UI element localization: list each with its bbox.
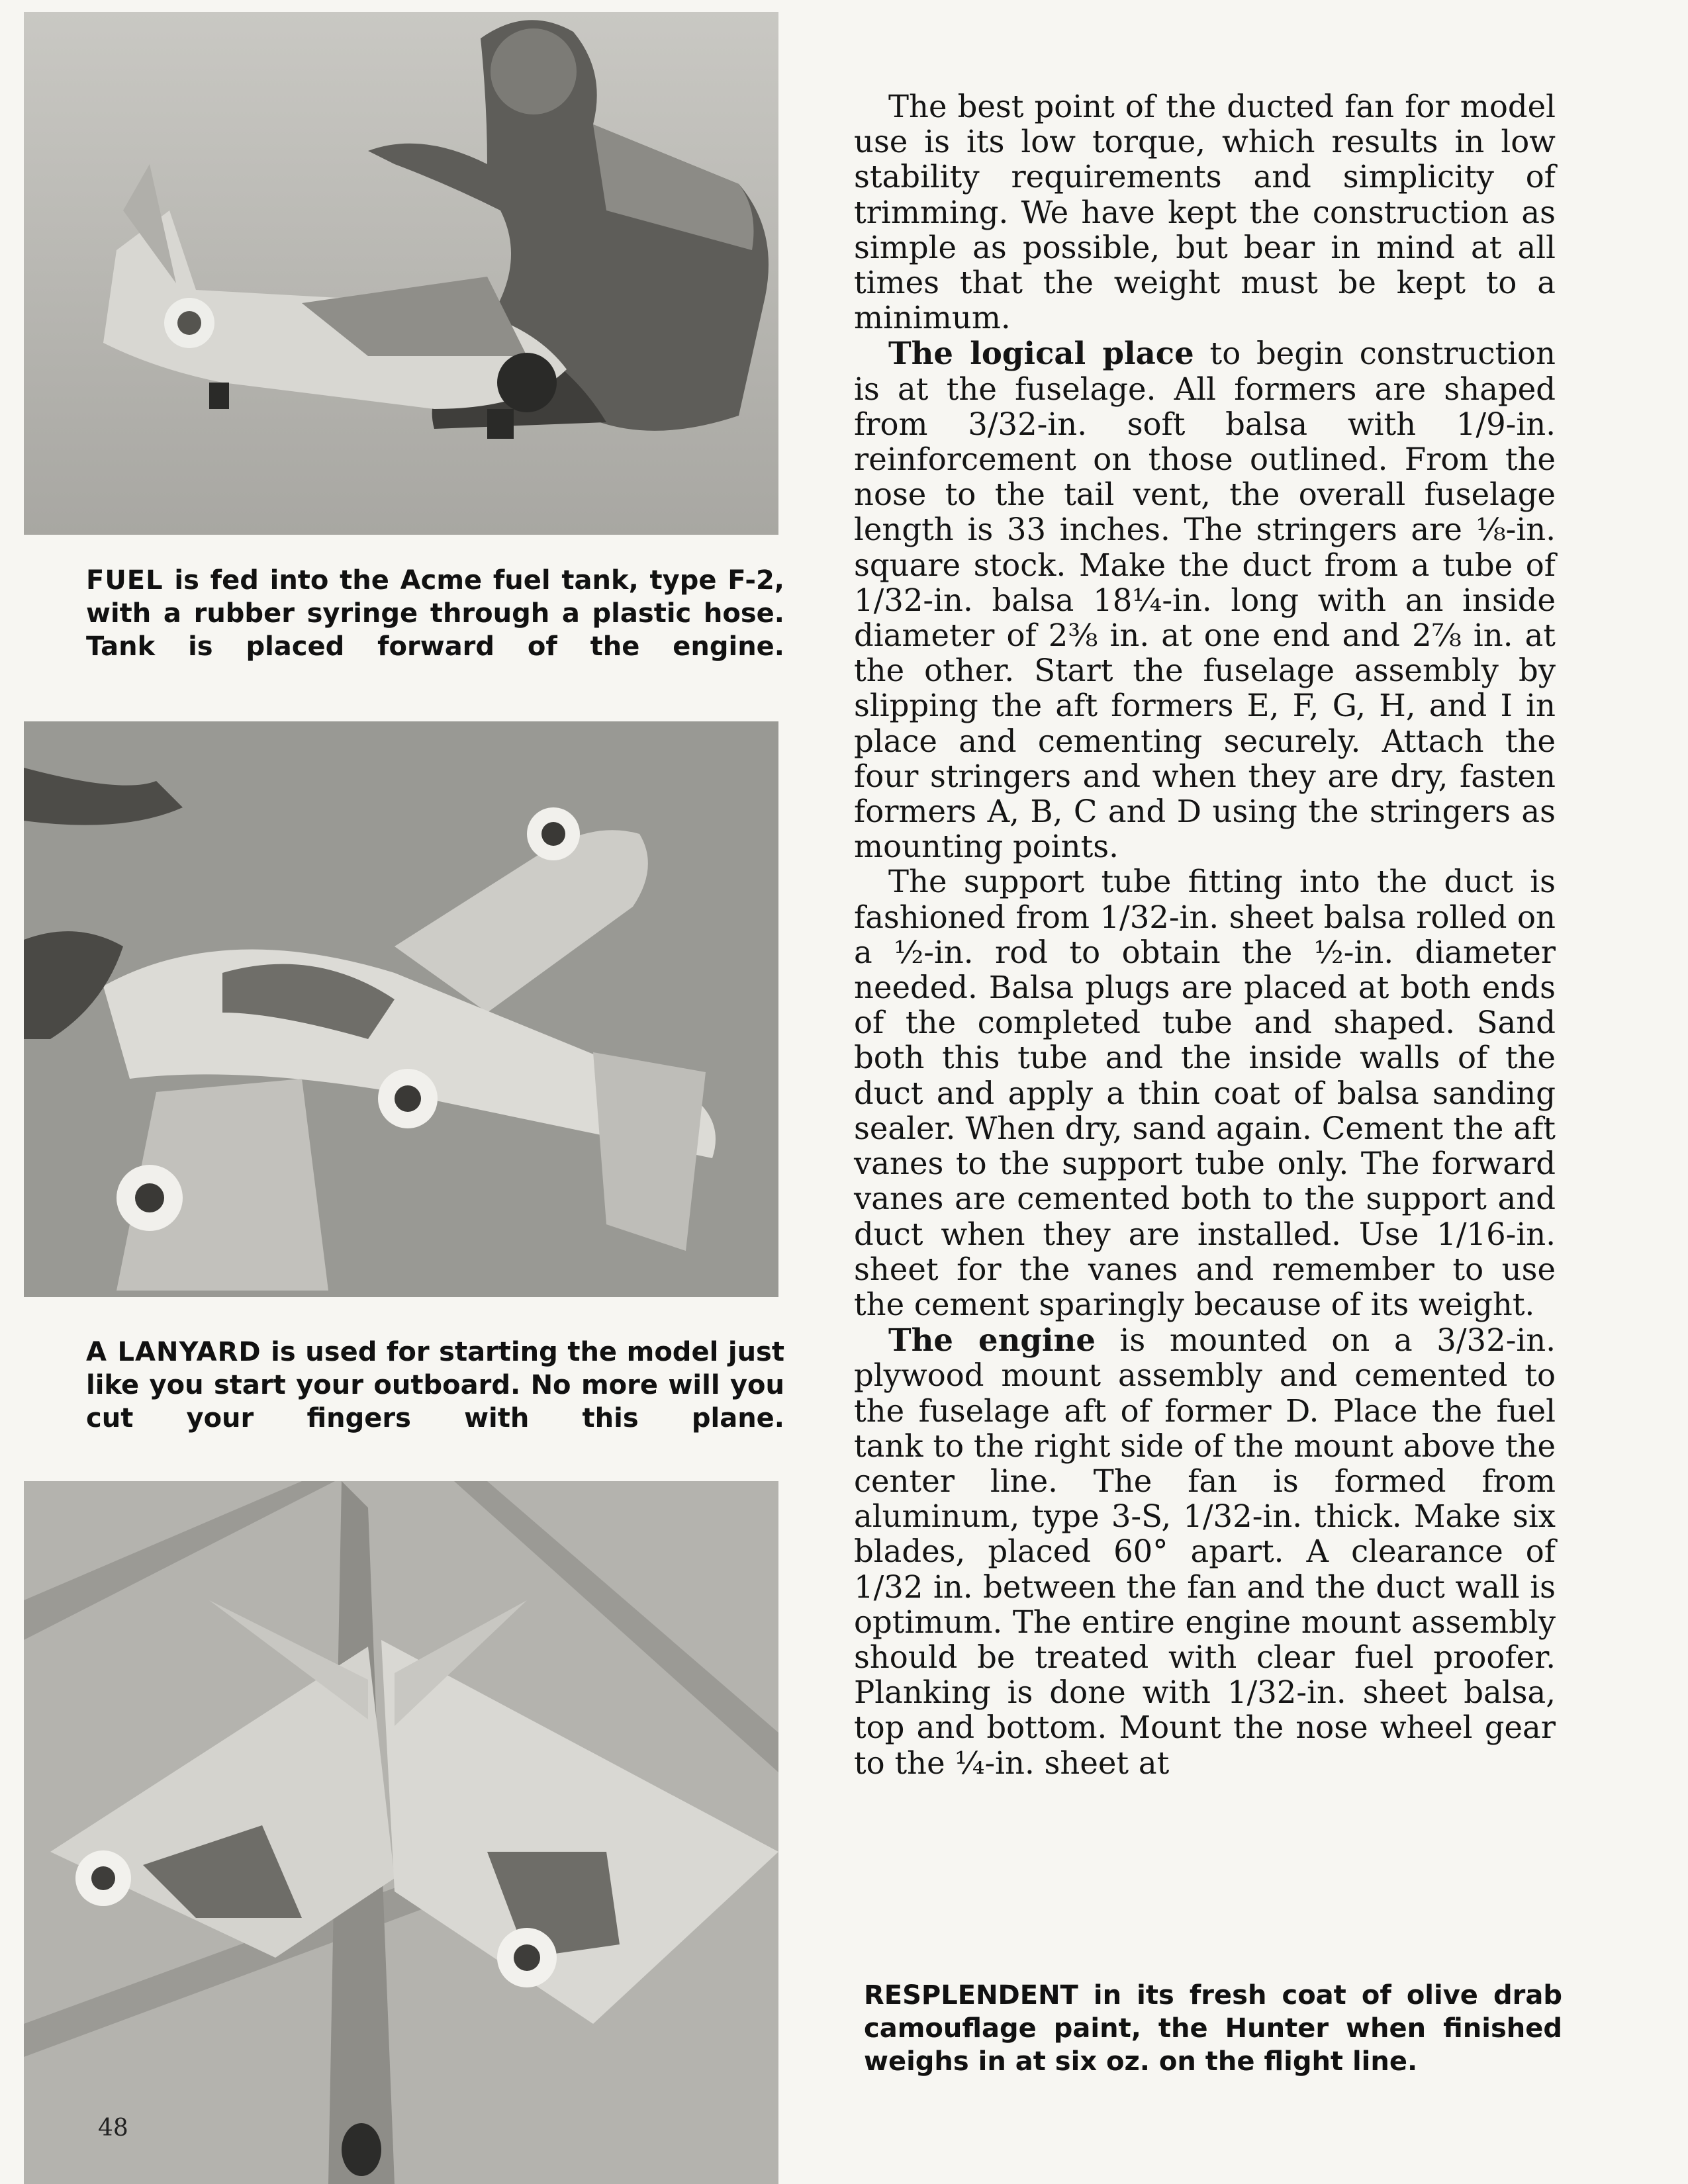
- caption-lead: RESPLENDENT: [864, 1980, 1078, 2011]
- paragraph-lead: The logical place: [888, 335, 1194, 372]
- caption-lead: A LANYARD: [86, 1337, 261, 1367]
- fuel-photo: [24, 12, 778, 535]
- article-body: [854, 89, 1556, 1781]
- article-paragraph: [854, 1322, 1556, 1781]
- caption-lead: FUEL: [86, 565, 164, 596]
- caption-text: in its fresh coat of olive drab camouflage paint, the Hunter when finished weighs in at six oz. on the flight line.: [864, 1980, 1562, 2077]
- article-paragraph: The support tube fitting into the duct is fashioned from 1/32-in. sheet balsa rolled on a ½-in. rod to obtain the ½-in. diameter needed. Balsa plugs are placed at both ends of the completed tube and shaped. Sand both this tube and the inside walls of the duct and apply a thin coat of balsa sanding sealer. When dry, sand again. Cement the aft vanes to the support tube only. The forward vanes are cemented both to the support and duct when they are installed. Use 1/16-in. sheet for the vanes and remember to use the cement sparingly because of its weight.: [854, 864, 1556, 1322]
- resplendent-caption: [864, 1979, 1562, 2078]
- fuel-caption: [86, 564, 784, 663]
- page-number: 48: [98, 2115, 128, 2142]
- paragraph-lead: The engine: [888, 1322, 1096, 1359]
- paragraph-text: to begin construction is at the fuselage. All formers are shaped from 3/32-in. soft balsa with 1/9-in. reinforcement on those outlined. From the nose to the tail vent, the overall fuselage length is 33 inches. The stringers are ⅛-in. square stock. Make the duct from a tube of 1/32-in. balsa 18¼-in. long with an inside diameter of 2⅜ in. at one end and 2⅞ in. at the other. Start the fuselage assembly by slipping the aft formers E, F, G, H, and I in place and cementing securely. Attach the four stringers and when they are dry, fasten formers A, B, C and D using the stringers as mounting points.: [854, 336, 1556, 865]
- caption-text: is fed into the Acme fuel tank, type F-2, with a rubber syringe through a plastic hose. Tank is placed forward of the engine.: [86, 565, 784, 662]
- hunter-photo: [24, 1481, 778, 2184]
- paragraph-text: is mounted on a 3/32-in. plywood mount assembly and cemented to the fuselage aft of former D. Place the fuel tank to the right side of the mount above the center line. The fan is formed from aluminum, type 3-S, 1/32-in. thick. Make six blades, placed 60° apart. A clearance of 1/32 in. between the fan and the duct wall is optimum. The entire engine mount assembly should be treated with clear fuel proofer. Planking is done with 1/32-in. sheet balsa, top and bottom. Mount the nose wheel gear to the ¼-in. sheet at: [854, 1322, 1556, 1781]
- article-paragraph: The best point of the ducted fan for model use is its low torque, which results in low stability requirements and simplicity of trimming. We have kept the construction as simple as possible, but bear in mind at all times that the weight must be kept to a minimum.: [854, 89, 1556, 336]
- lanyard-caption: [86, 1336, 784, 1435]
- article-paragraph: [854, 336, 1556, 864]
- caption-text: is used for starting the model just like you start your outboard. No more will you cut your fingers with this plane.: [86, 1337, 784, 1433]
- lanyard-photo: [24, 721, 778, 1297]
